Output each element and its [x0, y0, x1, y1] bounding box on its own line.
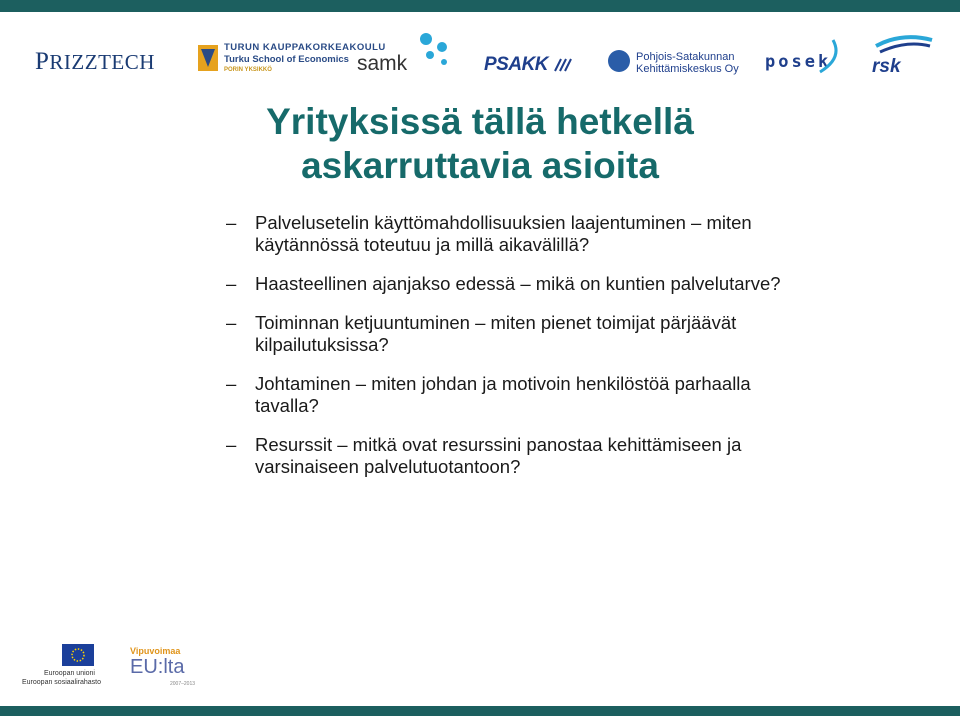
- partner-logos: [0, 28, 960, 88]
- title-line-2: askarruttavia asioita: [301, 145, 659, 186]
- bottom-bar: [0, 706, 960, 716]
- dash-marker: –: [226, 373, 237, 394]
- samk-dots-icon: [418, 31, 454, 69]
- vipuvoimaa-logo: Vipuvoimaa EU:lta 2007–2013: [130, 646, 196, 687]
- slide-title: [0, 100, 960, 188]
- bullet-item: – Johtaminen – miten johdan ja motivoin henkilöstöä parhaalla tavalla?: [226, 373, 751, 416]
- dash-marker: –: [226, 312, 237, 333]
- bullet-item: – Haasteellinen ajanjakso edessä – mikä on kuntien palvelutarve?: [226, 273, 781, 294]
- samk-logo: samk: [357, 52, 408, 75]
- dash-marker: –: [226, 273, 237, 294]
- bullet-list: [226, 212, 906, 495]
- psakk-logo: PSAKK: [484, 54, 549, 75]
- turku-school-of-economics-logo: TURUN KAUPPAKORKEAKOULU Turku School of Economics PORIN YKSIKKÖ: [198, 42, 338, 76]
- posek-logo: posek: [765, 52, 832, 72]
- prizztech-logo: PRIZZTECH: [35, 48, 155, 75]
- pskk-emblem-icon: [608, 50, 630, 72]
- eu-logo: Euroopan unioni Euroopan sosiaalirahasto: [22, 644, 102, 689]
- dash-marker: –: [226, 212, 237, 233]
- posek-swoosh-icon: [815, 38, 845, 74]
- rsk-logo: [866, 32, 938, 76]
- pohjois-satakunta-logo: Pohjois-Satakunnan Kehittämiskeskus Oy: [608, 50, 738, 80]
- dash-marker: –: [226, 434, 237, 455]
- top-bar: [0, 0, 960, 12]
- title-line-1: Yrityksissä tällä hetkellä: [266, 101, 694, 142]
- bullet-item: – Toiminnan ketjuuntuminen – miten pienet toimijat pärjäävät kilpailutuksissa?: [226, 312, 737, 355]
- turku-emblem-icon: [198, 45, 218, 71]
- eu-flag-icon: [62, 644, 94, 666]
- psakk-stripes-icon: [553, 58, 573, 72]
- bullet-item: – Resurssit – mitkä ovat resurssini panostaa kehittämiseen ja varsinaiseen palvelutuotantoon?: [226, 434, 742, 477]
- svg-text:rsk: rsk: [872, 56, 901, 76]
- bullet-item: – Palvelusetelin käyttömahdollisuuksien laajentuminen – miten käytännössä toteutuu ja millä aikavälillä?: [226, 212, 752, 255]
